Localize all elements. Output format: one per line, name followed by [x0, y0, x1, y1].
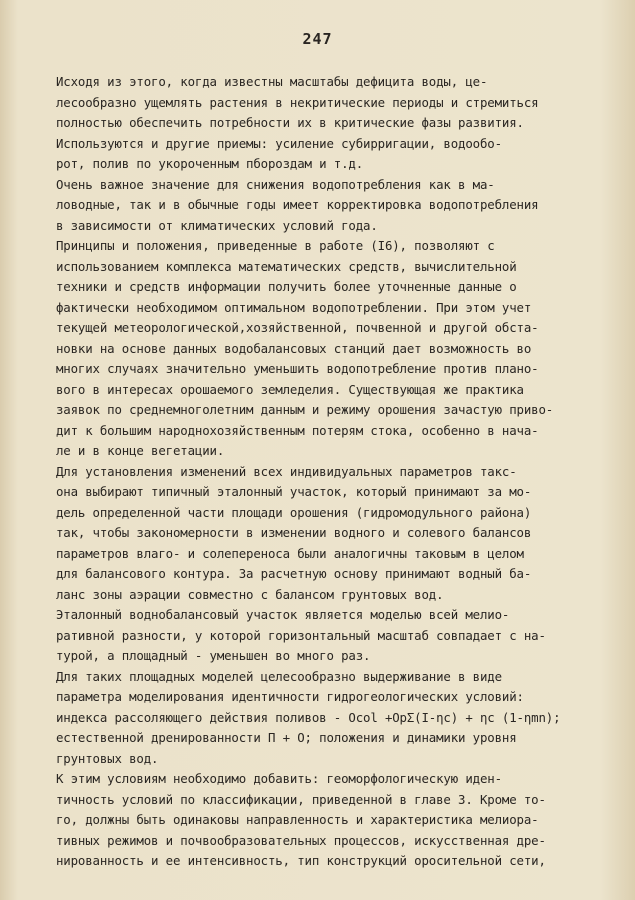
text-line: Исходя из этого, когда известны масштабы дефицита воды, це- — [56, 74, 488, 89]
text-line: многих случаях значительно уменьшить водопотребление против плано- — [56, 361, 539, 376]
text-line: в зависимости от климатических условий года. — [56, 217, 378, 233]
text-line: ративной разности, у которой горизонтальный масштаб совпадает с на- — [56, 627, 546, 643]
text-line: Используются и другие приемы: усиление субирригации, водообо- — [56, 135, 502, 151]
text-line: Эталонный воднобалансовый участок является моделью всей мелио- — [56, 607, 510, 622]
text-line: ле и в конце вегетации. — [56, 443, 225, 458]
text-line: нированность и ее интенсивность, тип конструкций оросительной сети, — [56, 853, 546, 868]
text-line: Очень важное значение для снижения водопотребления как в ма- — [56, 176, 495, 192]
text-line: заявок по среднемноголетним данным и режиму орошения зачастую приво- — [56, 402, 554, 417]
text-line: естественной дренированности П + О; положения и динамики уровня — [56, 730, 517, 745]
text-line: ланс зоны аэрации совместно с балансом грунтовых вод. — [56, 586, 444, 602]
text-line: лесообразно ущемлять растения в некритические периоды и стремиться — [56, 94, 539, 110]
text-line: го, должны быть одинаковы направленность и характеристика мелиора- — [56, 812, 539, 827]
text-line: дель определенной части площади орошения (гидромодульного района) — [56, 504, 532, 520]
text-line: тивных режимов и почвообразовательных процессов, искусственная дре- — [56, 832, 546, 848]
text-line: турой, а площадный - уменьшен во много раз. — [56, 648, 371, 663]
text-line: параметра моделирования идентичности гидрогеологических условий: — [56, 689, 524, 704]
text-line: так, чтобы закономерности в изменении водного и солевого балансов — [56, 525, 532, 540]
text-line: грунтовых вод. — [56, 750, 159, 766]
text-line: фактически необходимом оптимальном водопотреблении. При этом учет — [56, 299, 532, 315]
text-line: вого в интересах орошаемого земледелия. Существующая же практика — [56, 381, 524, 397]
text-line: тичность условий по классификации, приведенной в главе 3. Кроме то- — [56, 791, 546, 807]
text-line: текущей метеорологической,хозяйственной, почвенной и другой обста- — [56, 320, 539, 335]
text-line: Для таких площадных моделей целесообразно выдерживание в виде — [56, 668, 502, 684]
body-text — [56, 72, 601, 872]
text-line: Для установления изменений всех индивидуальных параметров такс- — [56, 463, 517, 479]
text-line: полностью обеспечить потребности их в критические фазы развития. — [56, 115, 524, 130]
page-number: 247 — [302, 30, 333, 48]
text-line: новки на основе данных водобалансовых станций дает возможность во — [56, 340, 532, 356]
text-line: К этим условиям необходимо добавить: геоморфологическую иден- — [56, 771, 502, 786]
text-line: рот, полив по укороченным пбороздам и т.д. — [56, 156, 364, 171]
text-line: дит к большим народнохозяйственным потерям стока, особенно в нача- — [56, 422, 539, 438]
text-line: индекса рассоляющего действия поливов - Oсоl +OрΣ(I-ηc) + ηc (1-ηmn); — [56, 709, 561, 725]
text-line: Принципы и положения, приведенные в работе (I6), позволяют с — [56, 238, 495, 253]
text-line: для балансового контура. За расчетную основу принимают водный ба- — [56, 566, 532, 581]
text-line: она выбирают типичный эталонный участок, который принимают за мо- — [56, 484, 532, 499]
text-line: использованием комплекса математических средств, вычислительной — [56, 258, 517, 274]
text-line: параметров влаго- и солепереноса были аналогичны таковым в целом — [56, 545, 524, 561]
text-line: техники и средств информации получить более уточненные данные о — [56, 279, 517, 294]
text-line: ловодные, так и в обычные годы имеет корректировка водопотребления — [56, 197, 539, 212]
